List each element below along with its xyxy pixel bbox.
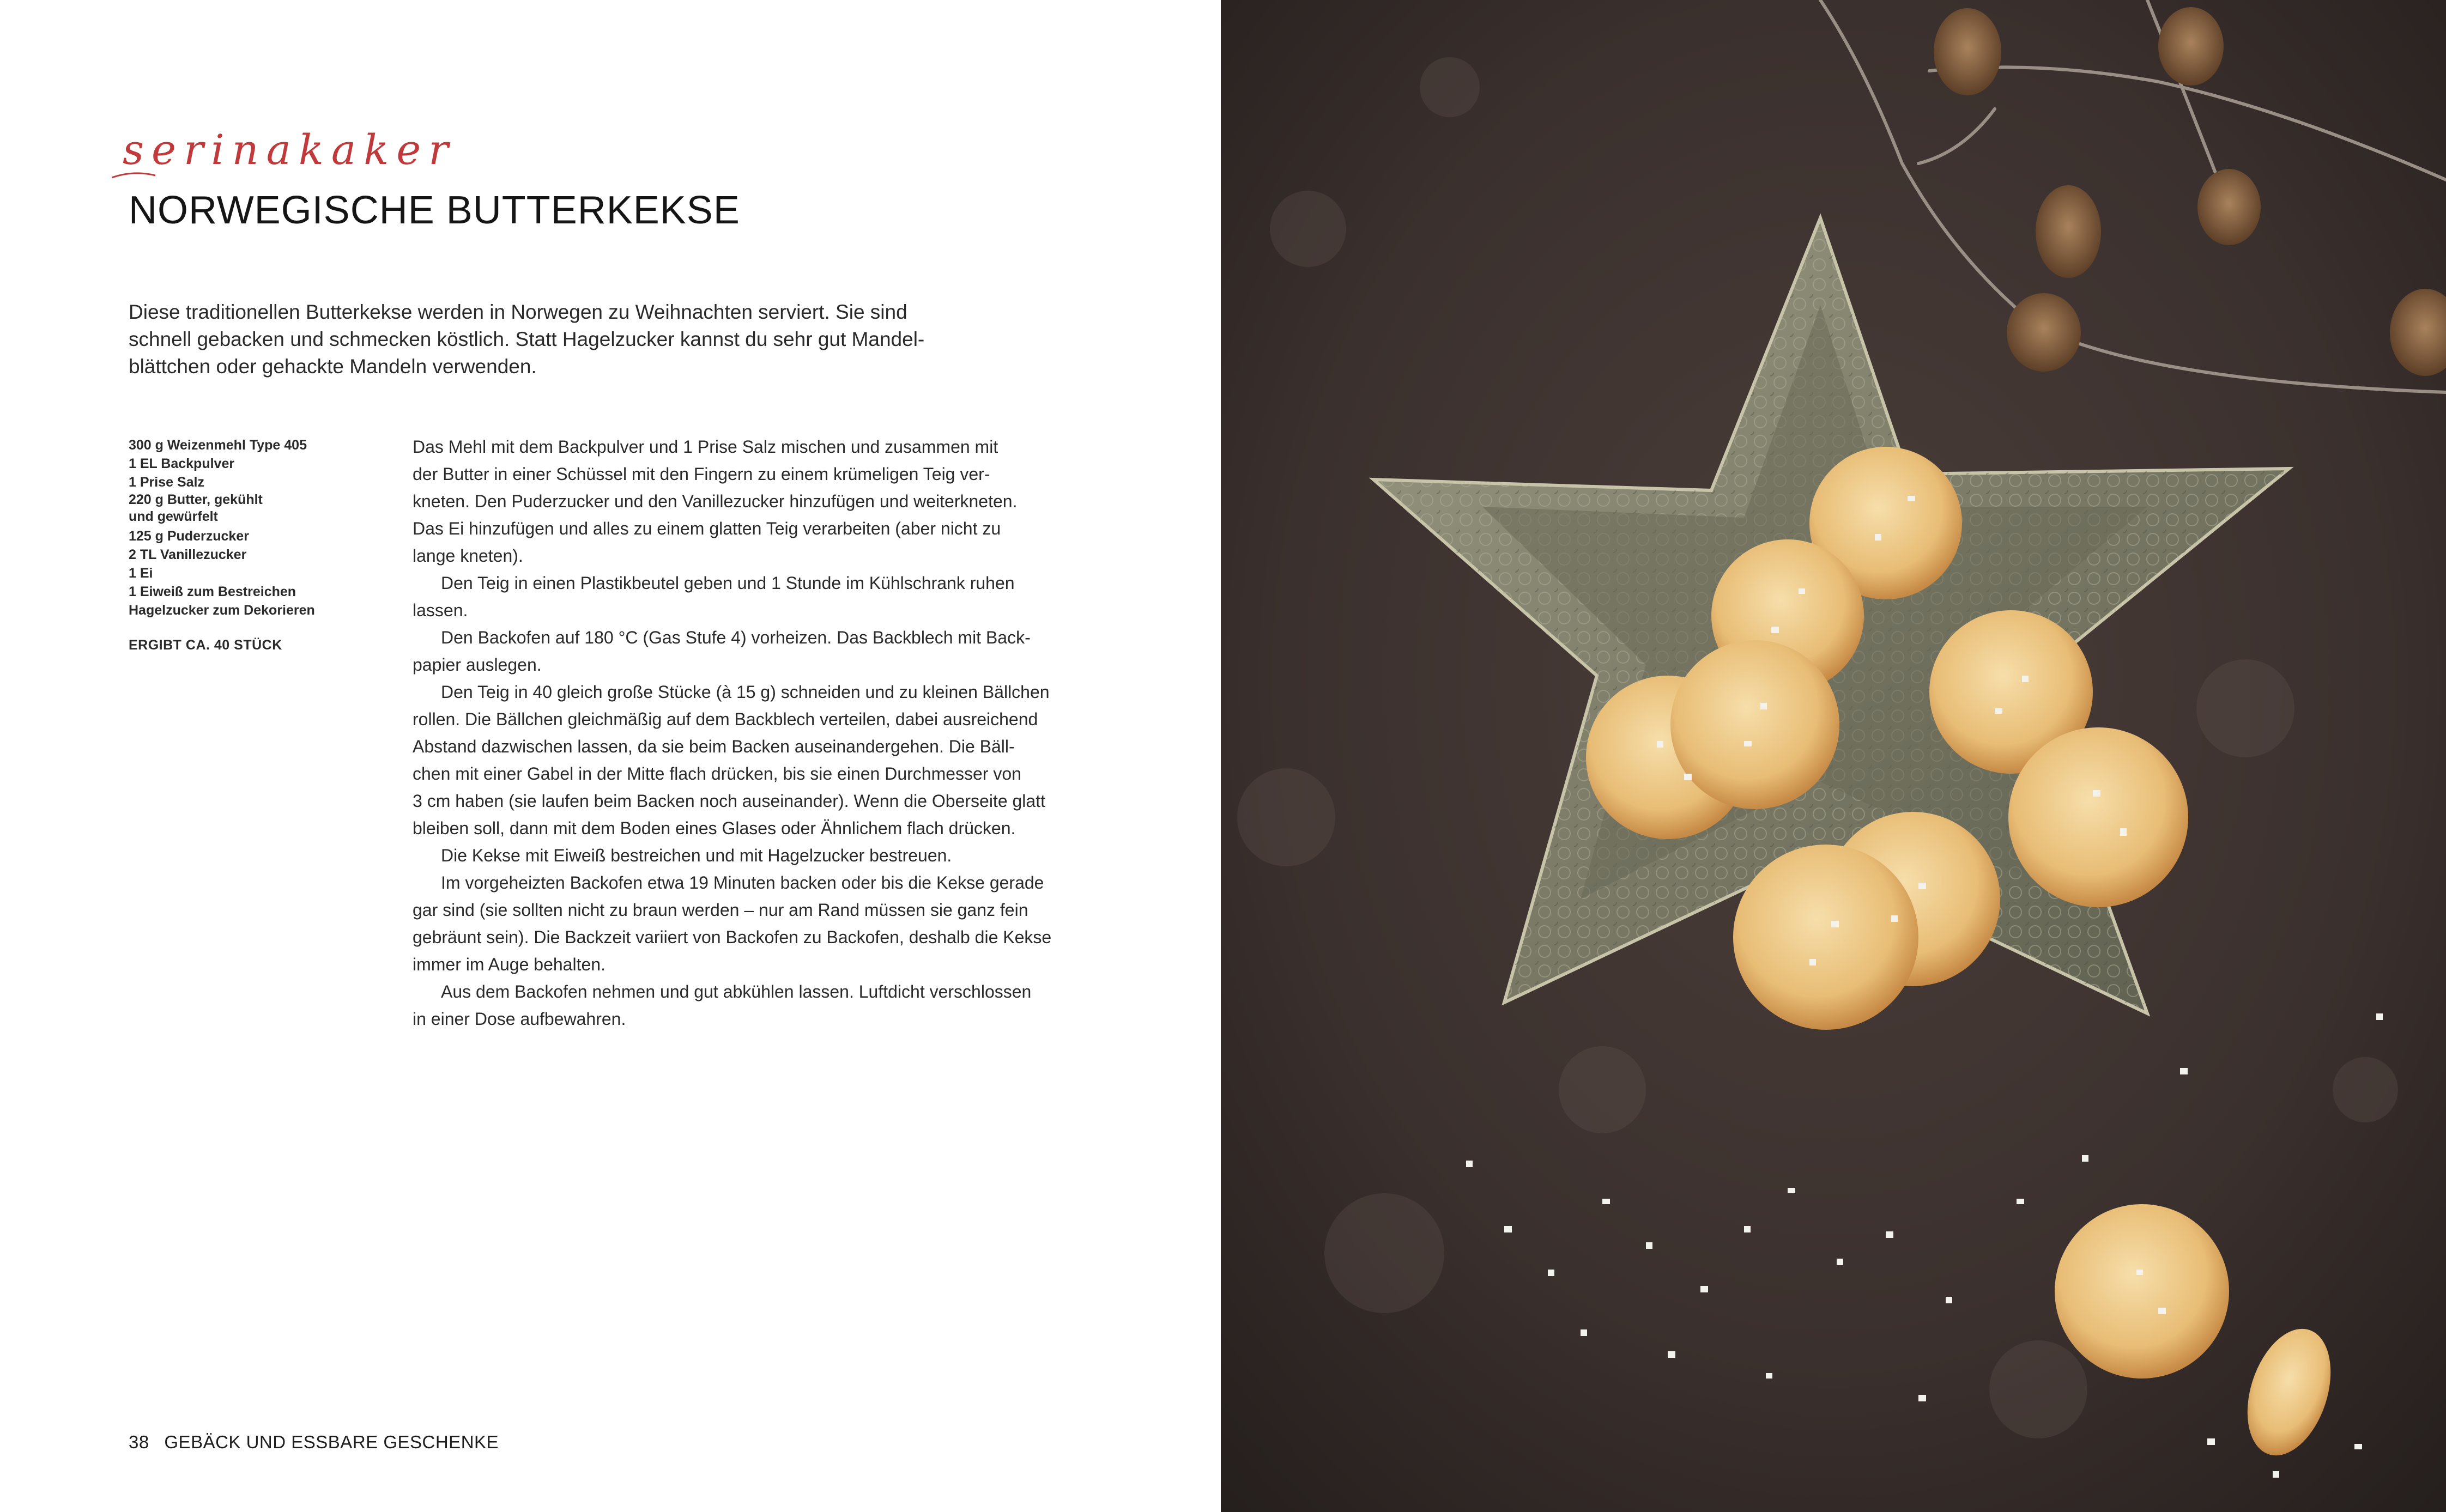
cookie-icon <box>1670 640 1839 809</box>
ingredient-item-line: 220 g Butter, gekühlt <box>129 492 263 507</box>
cookie-photo <box>1221 0 2446 1512</box>
step-line: lassen. <box>413 600 468 620</box>
step-line: in einer Dose aufbewahren. <box>413 1009 626 1029</box>
ingredient-item: 1 Ei <box>129 566 153 581</box>
step-line: chen mit einer Gabel in der Mitte flach drücken, bis sie einen Durchmesser von <box>413 764 1021 784</box>
step-line: Den Teig in einen Plastikbeutel geben und 1 Stunde im Kühlschrank ruhen <box>441 573 1015 593</box>
page-number: 38 <box>129 1432 149 1452</box>
intro-line: blättchen oder gehackte Mandeln verwenden. <box>129 355 537 378</box>
cookie-icon <box>2008 727 2188 907</box>
recipe-intro <box>129 299 979 380</box>
step-line: lange kneten). <box>413 546 523 566</box>
ingredient-item-line: und gewürfelt <box>129 509 218 524</box>
ingredient-item: Hagelzucker zum Dekorieren <box>129 603 315 618</box>
step-line: papier auslegen. <box>413 655 542 675</box>
recipe-title: NORWEGISCHE BUTTERKEKSE <box>129 189 740 232</box>
step-line: Im vorgeheizten Backofen etwa 19 Minuten backen oder bis die Kekse gerade <box>441 873 1044 892</box>
loose-cookie-icon <box>2055 1204 2229 1379</box>
ingredient-list <box>129 436 368 654</box>
page-footer <box>129 1432 499 1453</box>
intro-line: Diese traditionellen Butterkekse werden in Norwegen zu Weihnachten serviert. Sie sind <box>129 301 907 323</box>
recipe-steps <box>413 433 1116 1033</box>
larch-cone-icon <box>2197 169 2261 245</box>
recipe-subtitle <box>123 125 456 174</box>
larch-cone-icon <box>2158 7 2224 86</box>
intro-line: schnell gebacken und schmecken köstlich. Statt Hagelzucker kannst du sehr gut Mandel- <box>129 328 925 350</box>
step-line: Aus dem Backofen nehmen und gut abkühlen lassen. Luftdicht verschlossen <box>441 982 1032 1001</box>
step-line: Die Kekse mit Eiweiß bestreichen und mit Hagelzucker bestreuen. <box>441 846 952 865</box>
subtitle-flourish-icon <box>112 168 439 184</box>
ingredient-item <box>129 491 368 525</box>
step-line: Das Mehl mit dem Backpulver und 1 Prise Salz mischen und zusammen mit <box>413 437 998 457</box>
ingredient-item: 125 g Puderzucker <box>129 529 249 544</box>
ingredient-item: 300 g Weizenmehl Type 405 <box>129 438 307 453</box>
recipe-yield: ERGIBT CA. 40 STÜCK <box>129 637 282 653</box>
ingredient-item: 1 EL Backpulver <box>129 456 235 471</box>
recipe-page <box>0 0 1221 1512</box>
step-line: bleiben soll, dann mit dem Boden eines Glases oder Ähnlichem flach drücken. <box>413 818 1016 838</box>
section-title: GEBÄCK UND ESSBARE GESCHENKE <box>164 1432 499 1452</box>
larch-cone-icon <box>2007 293 2081 372</box>
larch-cone-icon <box>1934 8 2001 95</box>
step-line: 3 cm haben (sie laufen beim Backen noch auseinander). Wenn die Oberseite glatt <box>413 791 1045 811</box>
larch-cone-icon <box>2036 185 2101 278</box>
step-line: der Butter in einer Schüssel mit den Fingern zu einem krümeligen Teig ver- <box>413 464 990 484</box>
step-line: kneten. Den Puderzucker und den Vanillezucker hinzufügen und weiterkneten. <box>413 491 1018 511</box>
step-line: Das Ei hinzufügen und alles zu einem glatten Teig verarbeiten (aber nicht zu <box>413 519 1001 538</box>
ingredient-item: 1 Eiweiß zum Bestreichen <box>129 584 296 599</box>
step-line: Abstand dazwischen lassen, da sie beim Backen auseinandergehen. Die Bäll- <box>413 737 1015 756</box>
subtitle-text: serinakaker <box>123 125 456 174</box>
step-line: gebräunt sein). Die Backzeit variiert von Backofen zu Backofen, deshalb die Kekse <box>413 927 1052 947</box>
step-line: Den Teig in 40 gleich große Stücke (à 15 g) schneiden und zu kleinen Bällchen <box>441 682 1050 702</box>
step-line: immer im Auge behalten. <box>413 955 606 974</box>
step-line: Den Backofen auf 180 °C (Gas Stufe 4) vorheizen. Das Backblech mit Back- <box>441 628 1031 647</box>
ingredient-item: 1 Prise Salz <box>129 475 204 490</box>
step-line: gar sind (sie sollten nicht zu braun werden – nur am Rand müssen sie ganz fein <box>413 900 1028 920</box>
ingredient-item: 2 TL Vanillezucker <box>129 547 247 562</box>
cookie-icon <box>1733 845 1918 1030</box>
photo-illustration <box>1221 0 2446 1512</box>
step-line: rollen. Die Bällchen gleichmäßig auf dem Backblech verteilen, dabei ausreichend <box>413 709 1038 729</box>
